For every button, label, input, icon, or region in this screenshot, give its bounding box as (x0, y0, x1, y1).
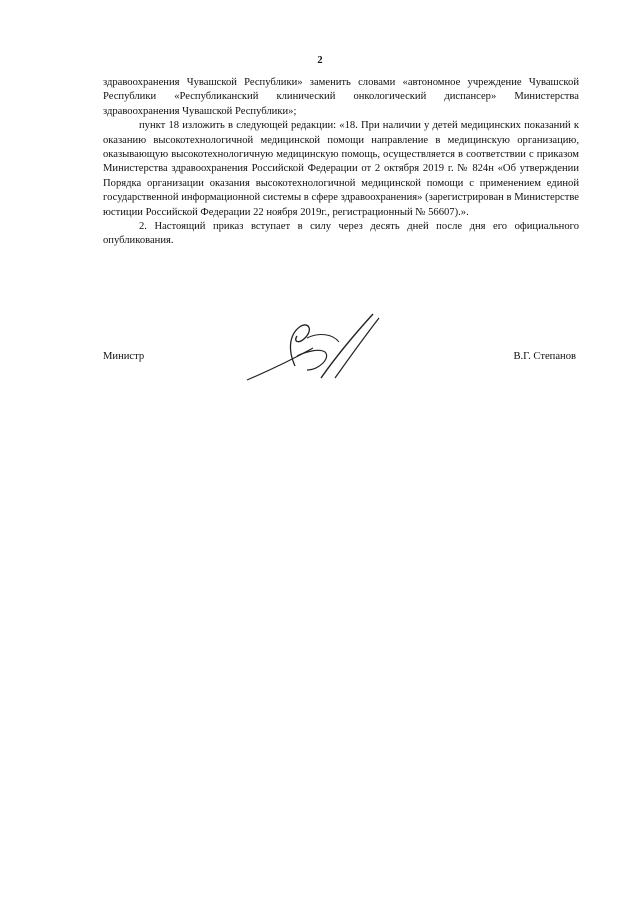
signatory-title: Министр (103, 351, 145, 362)
paragraph-continuation: здравоохранения Чувашской Республики» заменить словами «автономное учреждение Чувашской Республики «Республиканский клинический онкологический диспансер» Министерства здравоохранения Чувашской Республики»; (103, 77, 579, 117)
signatory-name: В.Г. Степанов (513, 351, 576, 362)
handwritten-signature (235, 308, 395, 388)
document-body (103, 76, 579, 249)
paragraph-item-18: пункт 18 изложить в следующей редакции: «18. При наличии у детей медицинских показаний к оказанию высокотехнологичной медицинской помощи направление в медицинскую организацию, оказывающую высокотехнологичную медицинскую помощь, осуществляется в соответствии с приказом Министерства здравоохранения Российской Федерации от 2 октября 2019 г. № 824н «Об утверждении Порядка организации оказания высокотехнологичной медицинской помощи с применением единой государственной информационной системы в сфере здравоохранения» (зарегистрирован в Министерстве юстиции Российской Федерации 22 ноября 2019г., регистрационный № 56607).». (103, 120, 579, 218)
page-number: 2 (317, 55, 323, 66)
paragraph-effective-date: 2. Настоящий приказ вступает в силу через десять дней после дня его официального опубликования. (103, 221, 579, 247)
